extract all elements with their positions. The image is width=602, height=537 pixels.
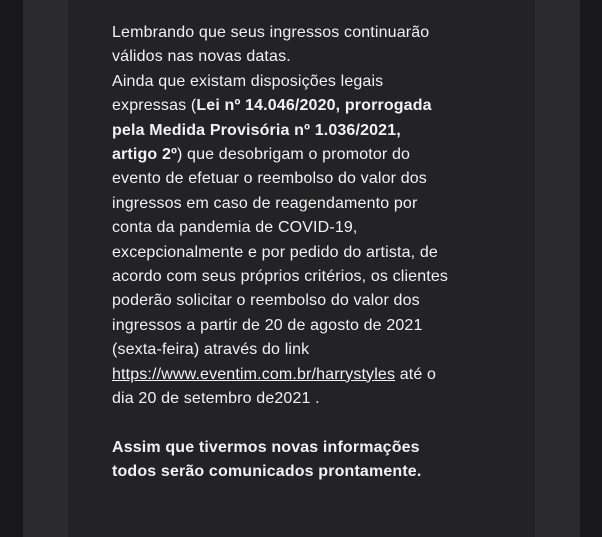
paragraph-line: Ainda que existam disposições legais	[112, 72, 384, 90]
law-reference-text: pela Medida Provisória nº 1.036/2021,	[112, 121, 401, 139]
paragraph-spacer	[112, 412, 512, 436]
paragraph-text: ) que desobrigam o promotor do	[176, 146, 411, 164]
paragraph-line	[112, 119, 512, 143]
paragraph-line: acordo com seus próprios critérios, os clientes	[112, 268, 449, 286]
intro-line: Lembrando que seus ingressos continuarão	[112, 24, 430, 41]
intro-line: válidos nas novas datas.	[112, 48, 291, 66]
paragraph-line: ingressos a partir de 20 de agosto de 2021	[112, 316, 423, 334]
paragraph-line	[112, 94, 512, 118]
paragraph-line: poderão solicitar o reembolso do valor dos	[112, 292, 420, 310]
paragraph-text: até o	[395, 365, 437, 383]
paragraph-line: conta da pandemia de COVID-19,	[112, 219, 358, 237]
law-reference-text: Lei nº 14.046/2020, prorrogada	[196, 97, 432, 115]
paragraph-line: excepcionalmente e por pedido do artista, de	[112, 243, 438, 261]
closing-line	[112, 460, 512, 484]
closing-line	[112, 436, 512, 460]
paragraph-line: ingressos em caso de reagendamento por	[112, 194, 418, 212]
paragraph-line: dia 20 de setembro de2021 .	[112, 390, 320, 408]
closing-text: Assim que tivermos novas informações	[112, 438, 420, 456]
paragraph-line: evento de efetuar o reembolso do valor dos	[112, 170, 427, 188]
refund-link[interactable]: https://www.eventim.com.br/harrystyles	[112, 365, 396, 383]
paragraph-text: expressas (	[112, 97, 197, 115]
left-side-rail	[23, 0, 68, 537]
paragraph-line: (sexta-feira) através do link	[112, 341, 310, 359]
paragraph-line	[112, 143, 512, 167]
right-side-rail	[535, 0, 580, 537]
closing-text: todos serão comunicados prontamente.	[112, 463, 422, 481]
paragraph-line	[112, 363, 512, 387]
law-reference-text: artigo 2º	[112, 146, 177, 164]
message-body	[112, 21, 512, 485]
